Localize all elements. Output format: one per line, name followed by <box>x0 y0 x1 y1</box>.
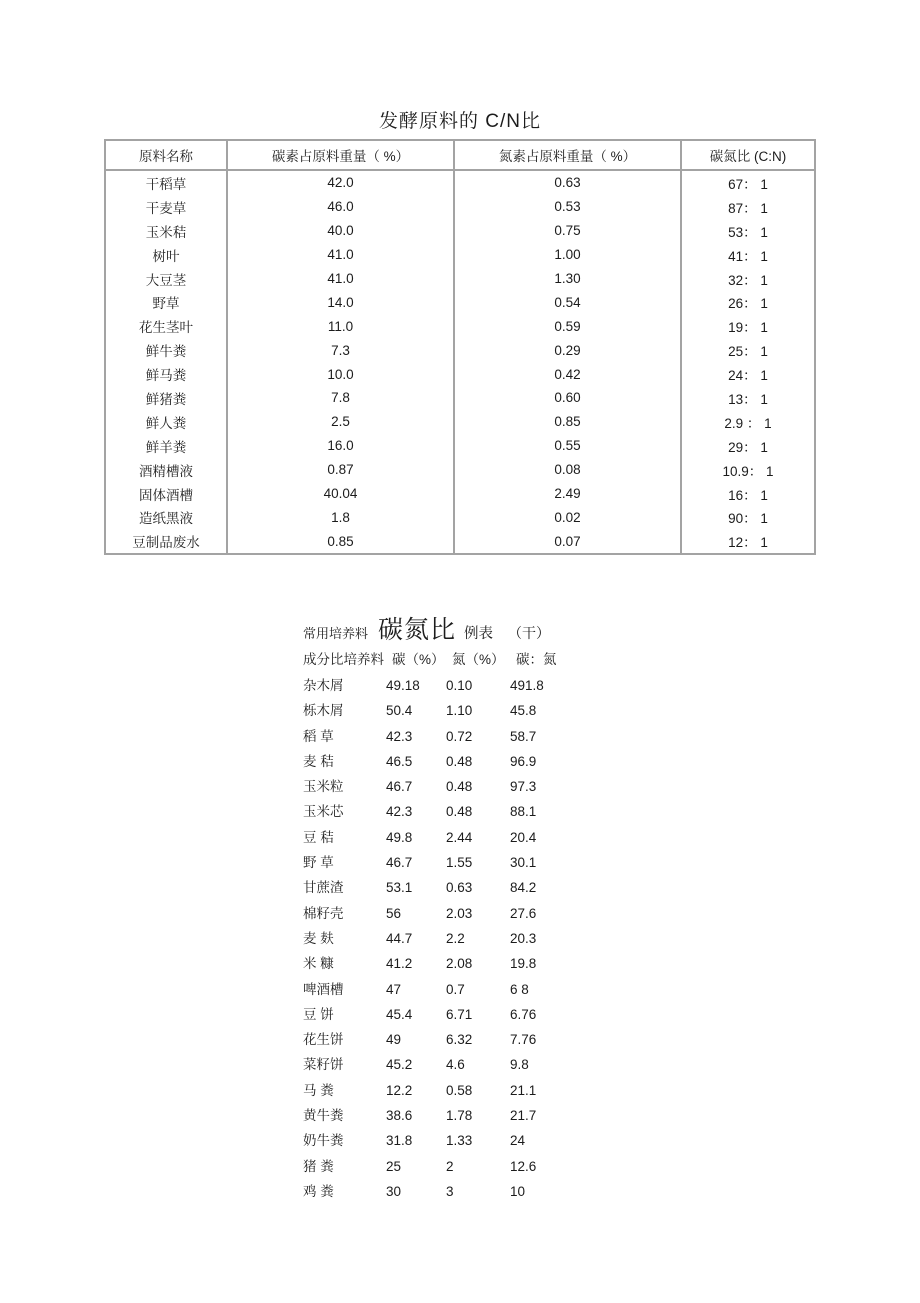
table-row <box>105 290 815 314</box>
table-cell: 鲜羊粪 <box>145 439 187 455</box>
table-cell: 12.6 <box>510 1158 537 1174</box>
table-row <box>105 195 815 219</box>
table-cell: 13： 1 <box>681 386 815 410</box>
table-row <box>303 1032 580 1057</box>
table-cell: 猪 粪 <box>303 1158 334 1174</box>
table-cell: 2 <box>446 1158 454 1174</box>
table-cell: 豆制品废水 <box>132 535 200 551</box>
table-row <box>303 1108 580 1133</box>
table-cell: 豆 秸 <box>303 829 334 845</box>
table-cell: 27.6 <box>510 905 537 921</box>
table-cell: 麦 秸 <box>303 753 334 769</box>
table-row <box>303 754 580 779</box>
table-cell: 29： 1 <box>681 434 815 458</box>
table-cell: 10.0 <box>227 362 454 386</box>
table-header-row <box>105 140 815 170</box>
table-cell: 0.55 <box>454 434 681 458</box>
table-row <box>105 243 815 267</box>
column-header-carbon: 碳素占原料重量（ %） <box>227 140 454 170</box>
table-cell: 45.2 <box>386 1057 413 1073</box>
table-cell: 6.71 <box>446 1006 473 1022</box>
table-cell: 0.48 <box>446 779 473 795</box>
substrate-list-body <box>303 678 580 1209</box>
table-cell: 25： 1 <box>681 338 815 362</box>
table-cell: 7.76 <box>510 1032 537 1048</box>
table-cell: 0.60 <box>454 386 681 410</box>
table-cell: 1.30 <box>454 267 681 291</box>
table-row <box>303 931 580 956</box>
table-cell: 0.29 <box>454 338 681 362</box>
table-row <box>303 703 580 728</box>
table-row <box>303 1057 580 1082</box>
table-cell: 奶牛粪 <box>303 1133 344 1149</box>
table-cell: 50.4 <box>386 703 413 719</box>
table-cell: 53.1 <box>386 880 413 896</box>
table-cell: 47 <box>386 981 402 997</box>
table-cell: 玉米粒 <box>303 779 344 795</box>
table-cell: 0.08 <box>454 458 681 482</box>
table-cell: 0.48 <box>446 753 473 769</box>
table-cell: 2.49 <box>454 482 681 506</box>
table-cell: 麦 麸 <box>303 930 334 946</box>
table-cell: 7.8 <box>227 386 454 410</box>
table-row <box>105 482 815 506</box>
fermentation-table-body <box>105 170 815 554</box>
table-cell: 21.7 <box>510 1108 537 1124</box>
table-cell: 44.7 <box>386 930 413 946</box>
table-cell: 6.32 <box>446 1032 473 1048</box>
table-cell: 0.53 <box>454 195 681 219</box>
table-cell: 90： 1 <box>681 505 815 529</box>
table-cell: 12： 1 <box>681 529 815 554</box>
table-cell: 41.0 <box>227 243 454 267</box>
table-row <box>303 956 580 981</box>
list-header-row <box>303 652 580 678</box>
table-cell: 67： 1 <box>681 170 815 195</box>
table-cell: 16： 1 <box>681 482 815 506</box>
table-cell: 10.9： 1 <box>681 458 815 482</box>
table-cell: 野 草 <box>303 855 334 871</box>
table-cell: 2.2 <box>446 930 465 946</box>
table-cell: 2.5 <box>227 410 454 434</box>
table-cell: 干麦草 <box>145 200 187 216</box>
title-prefix: 常用培养料 <box>303 626 369 641</box>
table-row <box>303 1083 580 1108</box>
table-row <box>105 529 815 554</box>
table-cell: 58.7 <box>510 728 537 744</box>
fermentation-cn-ratio-table <box>104 139 816 555</box>
table-cell: 19.8 <box>510 956 537 972</box>
column-header-cn-ratio: 碳氮比 (C:N) <box>681 140 815 170</box>
table-cell: 11.0 <box>227 314 454 338</box>
table-cell: 2.9 ： 1 <box>681 410 815 434</box>
table-cell: 12.2 <box>386 1082 413 1098</box>
table-cell: 30.1 <box>510 855 537 871</box>
table-cell: 4.6 <box>446 1057 465 1073</box>
table-cell: 9.8 <box>510 1057 529 1073</box>
table-cell: 49.8 <box>386 829 413 845</box>
table-cell: 鲜马粪 <box>145 368 187 384</box>
table-cell: 31.8 <box>386 1133 413 1149</box>
table-cell: 32： 1 <box>681 267 815 291</box>
table-cell: 45.8 <box>510 703 537 719</box>
table-cell: 鲜猪粪 <box>145 391 187 407</box>
table-cell: 0.85 <box>454 410 681 434</box>
table-row <box>105 314 815 338</box>
table-cell: 41.2 <box>386 956 413 972</box>
table-row <box>303 678 580 703</box>
table-cell: 97.3 <box>510 779 537 795</box>
table-cell: 42.3 <box>386 804 413 820</box>
column-header-component: 成分比培养料 <box>303 652 384 667</box>
title-main: 碳氮比 <box>378 617 457 644</box>
table-cell: 菜籽饼 <box>303 1057 344 1073</box>
table-cell: 40.04 <box>227 482 454 506</box>
table-cell: 黄牛粪 <box>303 1108 344 1124</box>
table-row <box>105 434 815 458</box>
table-cell: 38.6 <box>386 1108 413 1124</box>
table-cell: 0.02 <box>454 505 681 529</box>
table-cell: 2.03 <box>446 905 473 921</box>
table-row <box>105 505 815 529</box>
table-cell: 2.44 <box>446 829 473 845</box>
table-cell: 53： 1 <box>681 219 815 243</box>
table-cell: 固体酒槽 <box>139 487 193 503</box>
table-cell: 1.8 <box>227 505 454 529</box>
table-cell: 0.42 <box>454 362 681 386</box>
table-cell: 3 <box>446 1183 454 1199</box>
table-row <box>303 1133 580 1158</box>
table-row <box>303 830 580 855</box>
table-cell: 鸡 粪 <box>303 1183 334 1199</box>
table-cell: 49 <box>386 1032 402 1048</box>
table-row <box>105 267 815 291</box>
table-row <box>303 982 580 1007</box>
table-cell: 1.33 <box>446 1133 473 1149</box>
table-row <box>303 729 580 754</box>
table-cell: 1.78 <box>446 1108 473 1124</box>
table-row <box>303 1184 580 1209</box>
table-cell: 21.1 <box>510 1082 537 1098</box>
table-cell: 14.0 <box>227 290 454 314</box>
table-cell: 0.63 <box>446 880 473 896</box>
table-cell: 84.2 <box>510 880 537 896</box>
table-cell: 树叶 <box>152 248 180 264</box>
table-cell: 26： 1 <box>681 290 815 314</box>
table-cell: 造纸黑液 <box>139 511 193 527</box>
title-note: （干） <box>508 625 551 641</box>
table-row <box>303 855 580 880</box>
table-cell: 酒精槽液 <box>139 463 193 479</box>
table-cell: 20.4 <box>510 829 537 845</box>
document-title: 发酵原料的 C/N比 <box>378 111 541 132</box>
table-cell: 干稻草 <box>145 176 187 192</box>
table-row <box>303 804 580 829</box>
column-header-nitrogen-pct: 氮（%） <box>452 652 505 667</box>
table-cell: 0.07 <box>454 529 681 554</box>
table-row <box>105 458 815 482</box>
table-cell: 46.0 <box>227 195 454 219</box>
table-row <box>303 779 580 804</box>
table-cell: 45.4 <box>386 1006 413 1022</box>
table-cell: 野草 <box>152 296 180 312</box>
table-cell: 花生茎叶 <box>139 320 193 336</box>
table-cell: 0.7 <box>446 981 465 997</box>
table-cell: 42.3 <box>386 728 413 744</box>
column-header-material: 原料名称 <box>105 140 227 170</box>
table-cell: 1.00 <box>454 243 681 267</box>
table-cell: 花生饼 <box>303 1032 344 1048</box>
table-cell: 87： 1 <box>681 195 815 219</box>
table-cell: 米 糠 <box>303 956 334 972</box>
table-cell: 甘蔗渣 <box>303 880 344 896</box>
table-cell: 6.76 <box>510 1006 537 1022</box>
column-header-carbon-pct: 碳（%） <box>392 652 445 667</box>
table-cell: 1.10 <box>446 703 473 719</box>
table-cell: 0.63 <box>454 170 681 195</box>
table-row <box>303 1159 580 1184</box>
table-cell: 0.54 <box>454 290 681 314</box>
table-cell: 46.7 <box>386 855 413 871</box>
table-row <box>303 1007 580 1032</box>
table-cell: 2.08 <box>446 956 473 972</box>
table-cell: 玉米秸 <box>145 224 187 240</box>
table-cell: 491.8 <box>510 678 544 693</box>
table-cell: 46.5 <box>386 753 413 769</box>
substrate-section-title <box>303 610 550 646</box>
table-row <box>105 386 815 410</box>
table-cell: 49.18 <box>386 678 420 693</box>
table-cell: 大豆茎 <box>145 272 187 288</box>
table-row <box>303 906 580 931</box>
table-cell: 10 <box>510 1183 526 1199</box>
column-header-c-to-n: 碳：氮 <box>516 652 557 667</box>
table-cell: 56 <box>386 905 402 921</box>
table-cell: 40.0 <box>227 219 454 243</box>
table-cell: 88.1 <box>510 804 537 820</box>
table-cell: 96.9 <box>510 753 537 769</box>
table-cell: 42.0 <box>227 170 454 195</box>
table-row <box>303 880 580 905</box>
table-cell: 1.55 <box>446 855 473 871</box>
table-cell: 20.3 <box>510 930 537 946</box>
table-cell: 杂木屑 <box>303 678 344 693</box>
table-cell: 鲜牛粪 <box>145 344 187 360</box>
table-cell: 啤酒槽 <box>303 981 344 997</box>
table-cell: 25 <box>386 1158 402 1174</box>
table-cell: 稻 草 <box>303 728 334 744</box>
table-cell: 41： 1 <box>681 243 815 267</box>
table-row <box>105 170 815 195</box>
table-cell: 16.0 <box>227 434 454 458</box>
column-header-nitrogen: 氮素占原料重量（ %） <box>454 140 681 170</box>
table-cell: 棉籽壳 <box>303 905 344 921</box>
table-cell: 19： 1 <box>681 314 815 338</box>
table-cell: 46.7 <box>386 779 413 795</box>
table-cell: 24： 1 <box>681 362 815 386</box>
table-cell: 30 <box>386 1183 402 1199</box>
table-row <box>105 338 815 362</box>
table-cell: 41.0 <box>227 267 454 291</box>
table-cell: 0.48 <box>446 804 473 820</box>
table-row <box>105 362 815 386</box>
table-cell: 0.87 <box>227 458 454 482</box>
table-cell: 0.58 <box>446 1082 473 1098</box>
substrate-cn-ratio-list <box>303 652 580 1209</box>
table-cell: 0.72 <box>446 728 473 744</box>
title-mid: 例表 <box>464 626 494 642</box>
table-cell: 玉米芯 <box>303 804 344 820</box>
table-cell: 马 粪 <box>303 1082 334 1098</box>
table-row <box>105 219 815 243</box>
table-cell: 6 8 <box>510 981 529 997</box>
table-cell: 0.85 <box>227 529 454 554</box>
table-cell: 豆 饼 <box>303 1006 334 1022</box>
table-cell: 7.3 <box>227 338 454 362</box>
table-cell: 鲜人粪 <box>145 415 187 431</box>
table-cell: 0.59 <box>454 314 681 338</box>
table-cell: 0.75 <box>454 219 681 243</box>
table-cell: 0.10 <box>446 678 473 693</box>
table-cell: 24 <box>510 1133 526 1149</box>
table-row <box>105 410 815 434</box>
table-cell: 栎木屑 <box>303 703 344 719</box>
